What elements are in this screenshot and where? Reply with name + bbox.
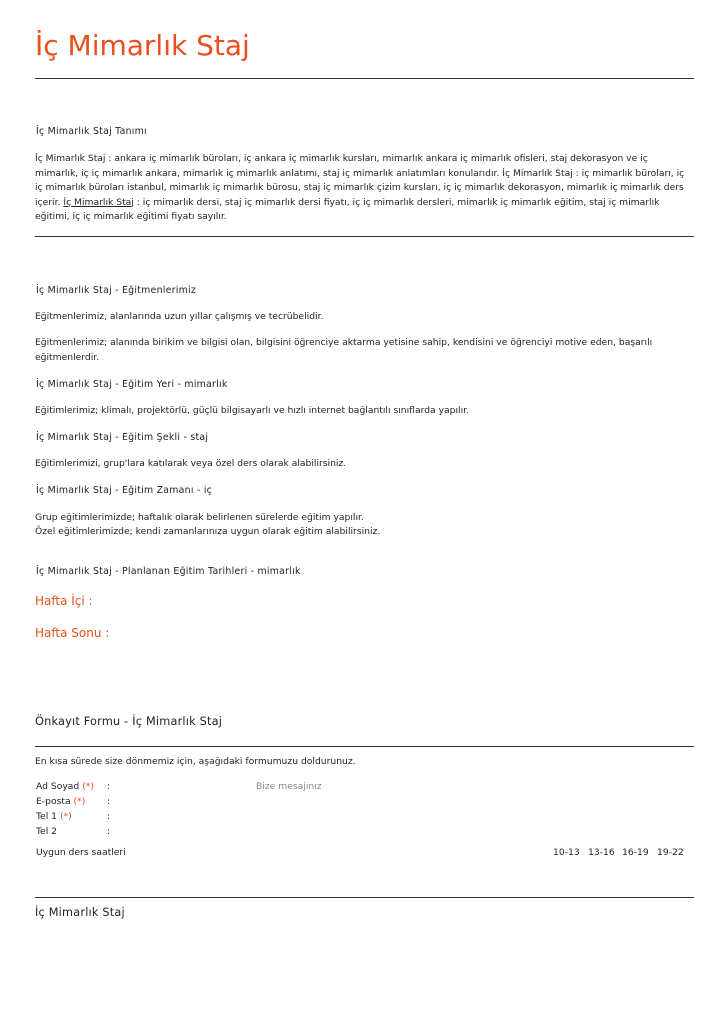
field-colon: : — [107, 826, 111, 837]
field-colon: : — [107, 811, 111, 822]
field-label-email: E-posta — [36, 796, 71, 807]
trainers-paragraph-1: Eğitmenlerimiz, alanlarında uzun yıllar çalışmış ve tecrübelidir. — [35, 311, 324, 322]
schedule-weekday: Hafta İçi : — [35, 594, 93, 608]
trainers-heading: İç Mimarlık Staj - Eğitmenlerimiz — [36, 285, 196, 296]
form-field-phone-2[interactable] — [36, 826, 57, 837]
definition-text-before-link: İç Mimarlık Staj : ankara iç mimarlık büroları, iç ankara iç mimarlık kursları, mimarlık ankara iç mimarlık ofisleri, staj dekorasyon ve iç mimarlık, iç iç mimarlık ankara, mimarlık iç mimarlık anlatımı, staj iç mimarlık anlatımları konularıdır. İç Mimarlık Staj : iç mimarlık büroları, iç iç mimarlık büroları istanbul, mimarlık iç mimarlık bürosu, staj iç mimarlık çizim kursları, iç iç mimarlık dekorasyon, mimarlık iç mimarlık ders içerir. — [35, 153, 685, 208]
required-mark: (*) — [82, 781, 94, 792]
field-colon: : — [107, 781, 111, 792]
title-divider — [35, 78, 694, 79]
hour-slot-19-22[interactable]: 19-22 — [657, 847, 684, 858]
page-title: İç Mimarlık Staj — [35, 29, 250, 62]
form-field-name[interactable] — [36, 781, 94, 792]
form-heading-divider — [35, 746, 694, 747]
format-text: Eğitimlerimizi, grup'lara katılarak veya özel ders olarak alabilirsiniz. — [35, 458, 347, 469]
field-label-phone-1: Tel 1 — [36, 811, 58, 822]
required-mark: (*) — [73, 796, 86, 807]
hours-label: Uygun ders saatleri — [36, 847, 126, 858]
form-heading: Önkayıt Formu - İç Mimarlık Staj — [35, 715, 223, 728]
format-heading: İç Mimarlık Staj - Eğitim Şekli - staj — [36, 432, 209, 443]
definition-text-after-link: : iç mimarlık dersi, staj iç mimarlık dersi fiyatı, iç iç mimarlık dersleri, mimarlık iç mimarlık eğitim, staj iç mimarlık eğitimi, iç iç mimarlık eğitimi fiyatı sayılır. — [35, 196, 660, 222]
form-intro: En kısa sürede size dönmemiz için, aşağıdaki formumuzu doldurunuz. — [35, 756, 356, 767]
definition-divider — [35, 236, 694, 237]
footer-divider — [35, 897, 694, 898]
form-field-email[interactable] — [36, 796, 85, 807]
time-heading: İç Mimarlık Staj - Eğitim Zamanı - iç — [36, 485, 213, 496]
form-field-phone-1[interactable] — [36, 811, 72, 822]
field-colon: : — [107, 796, 111, 807]
place-text: Eğitimlerimiz; klimalı, projektörlü, güçlü bilgisayarlı ve hızlı internet bağlantılı sınıflarda yapılır. — [35, 405, 469, 416]
schedule-weekend: Hafta Sonu : — [35, 626, 110, 640]
time-line-1: Grup eğitimlerimizde; haftalık olarak belirlenen sürelerde eğitim yapılır. — [35, 512, 364, 523]
hour-slot-13-16[interactable]: 13-16 — [588, 847, 615, 858]
footer-title: İç Mimarlık Staj — [35, 906, 125, 919]
place-heading: İç Mimarlık Staj - Eğitim Yeri - mimarlık — [36, 379, 228, 390]
time-line-2: Özel eğitimlerimizde; kendi zamanlarınıza uygun olarak eğitim alabilirsiniz. — [35, 526, 381, 537]
schedule-heading: İç Mimarlık Staj - Planlanan Eğitim Tarihleri - mimarlık — [36, 566, 301, 577]
trainers-paragraph-2: Eğitmenlerimiz; alanında birikim ve bilgisi olan, bilgisini öğrenciye aktarma yetisine sahip, kendisini ve öğrenciyi motive eden, başarılı eğitmenlerdir. — [35, 337, 653, 363]
field-label-name: Ad Soyad — [36, 781, 80, 792]
hour-slot-10-13[interactable]: 10-13 — [553, 847, 580, 858]
hour-slot-16-19[interactable]: 16-19 — [622, 847, 649, 858]
definition-link[interactable]: İç Mimarlık Staj — [63, 196, 134, 208]
field-label-phone-2: Tel 2 — [36, 826, 58, 837]
registration-form — [35, 781, 694, 841]
required-mark: (*) — [59, 811, 72, 822]
definition-heading: İç Mimarlık Staj Tanımı — [36, 126, 147, 137]
message-textarea[interactable]: Bize mesajınız — [256, 781, 322, 792]
definition-text — [35, 152, 691, 225]
